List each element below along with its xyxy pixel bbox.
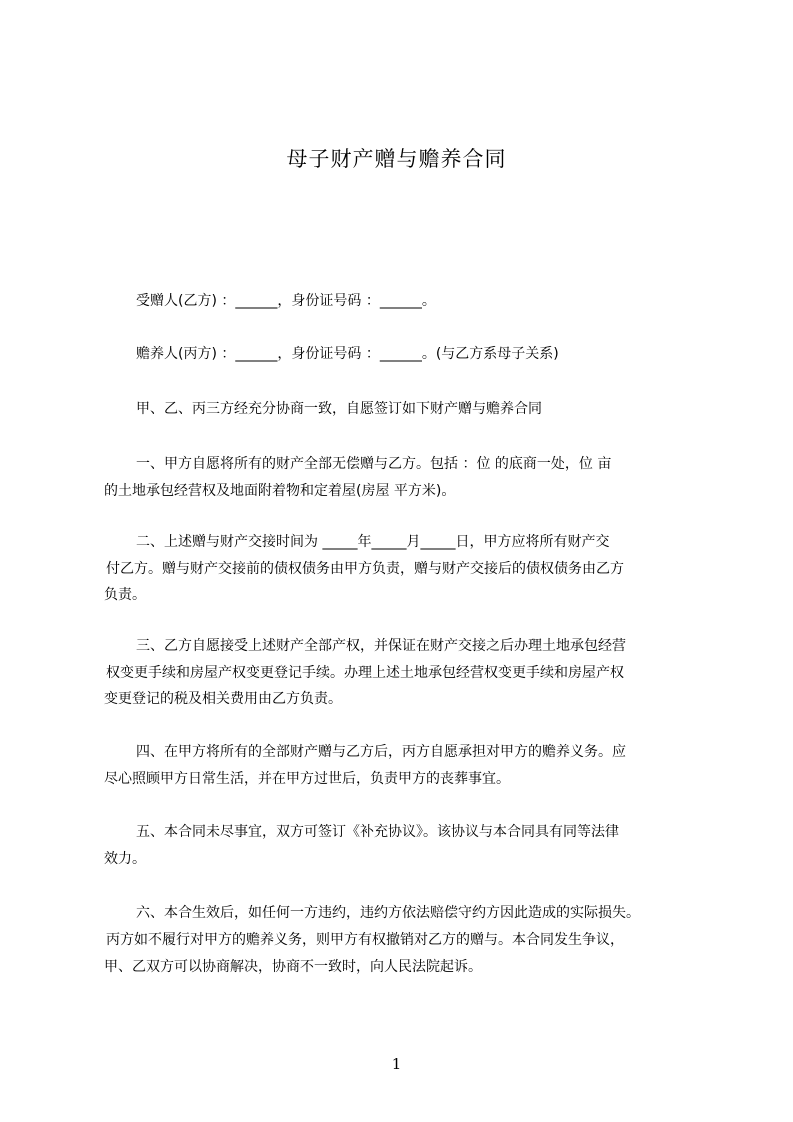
clause-4-line-1: 四、在甲方将所有的全部财产赠与乙方后，丙方自愿承担对甲方的赡养义务。应 (136, 744, 626, 760)
clause-4-line-2: 尽心照顾甲方日常生活，并在甲方过世后，负责甲方的丧葬事宜。 (104, 771, 510, 787)
clause-2-line-2: 付乙方。赠与财产交接前的债权债务由甲方负责，赠与财产交接后的债权债务由乙方 (106, 561, 624, 577)
clause-3-line-2: 权变更手续和房屋产权变更登记手续。办理上述土地承包经营权变更手续和房屋产权 (106, 665, 624, 681)
clause-3-line-1: 三、乙方自愿接受上述财产全部产权，并保证在财产交接之后办理土地承包经营 (136, 638, 626, 654)
recipient-party-line: 受赠人(乙方) ：______，身份证号码 ：______。 (136, 293, 436, 309)
clause-6-line-3: 甲、乙双方可以协商解决，协商不一致时，向人民法院起诉。 (104, 959, 482, 975)
agreement-intro: 甲、乙、丙三方经充分协商一致，自愿签订如下财产赠与赡养合同 (136, 401, 542, 417)
clause-6-line-1: 六、本合生效后，如任何一方违约，违约方依法赔偿守约方因此造成的实际损失。 (136, 905, 640, 921)
clause-1-line-2: 的土地承包经营权及地面附着物和定着屋(房屋 平方米)。 (104, 483, 456, 499)
clause-5-line-2: 效力。 (104, 851, 146, 867)
clause-1-line-1: 一、甲方自愿将所有的财产全部无偿赠与乙方。包括 ：位 的底商一处，位 亩 (136, 456, 612, 472)
clause-2-line-1: 二、上述赠与财产交接时间为 _____年_____月_____日，甲方应将所有财产交 (136, 534, 610, 550)
clause-2-line-3: 负责。 (104, 587, 146, 603)
clause-5-line-1: 五、本合同未尽事宜，双方可签订《补充协议》。该协议与本合同具有同等法律 (136, 824, 619, 840)
supporter-party-line: 赡养人(丙方) ：______，身份证号码 ：______。(与乙方系母子关系) (136, 346, 559, 362)
clause-3-line-3: 变更登记的税及相关费用由乙方负责。 (104, 691, 342, 707)
clause-6-line-2: 丙方如不履行对甲方的赡养义务，则甲方有权撤销对乙方的赠与。本合同发生争议， (106, 932, 624, 948)
document-title: 母子财产赠与赡养合同 (286, 147, 507, 171)
page-number: 1 (391, 1055, 402, 1073)
